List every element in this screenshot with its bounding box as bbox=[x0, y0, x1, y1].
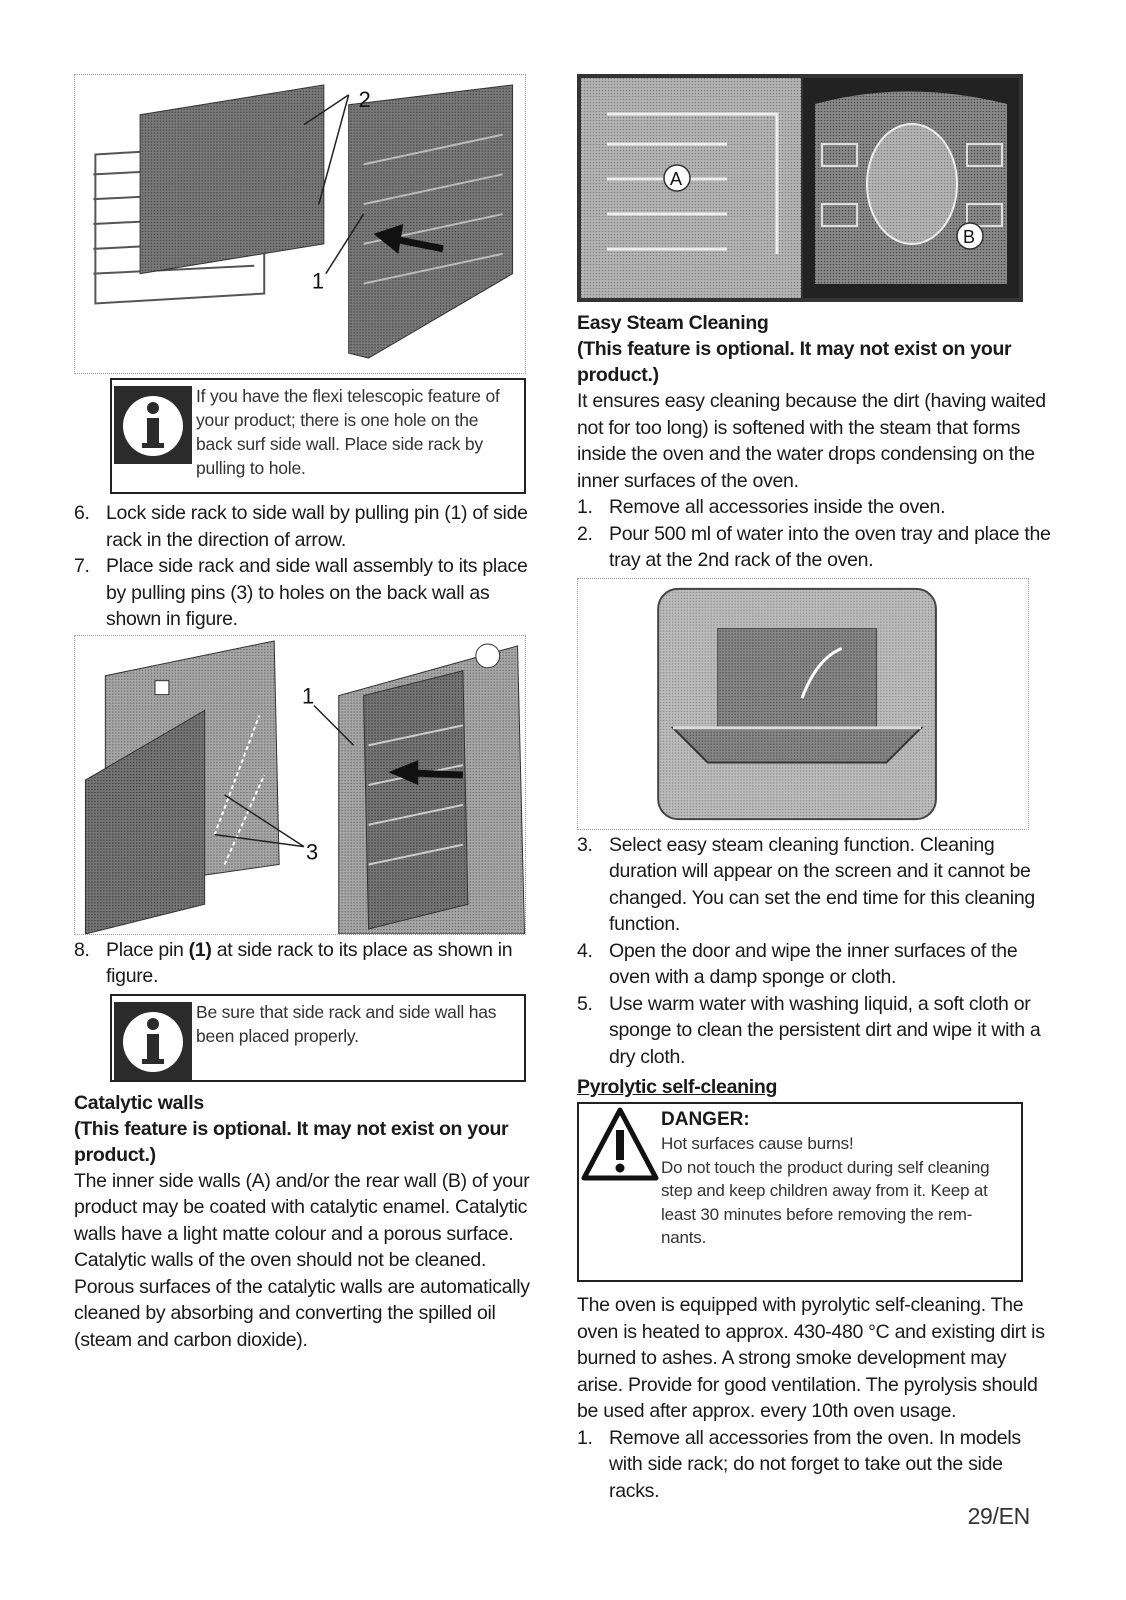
step-bold-part: (1) bbox=[188, 938, 212, 961]
pyrolytic-body: The oven is equipped with pyrolytic self-cleaning. The oven is heated to approx. 430-480 °C and existing dirt is burned to ashes. A strong smoke development may arise. Provide for good ventilation. The pyrolysis should be used after approx. every 10th oven usage. bbox=[577, 1294, 1045, 1422]
steam-optional: (This feature is optional. It may not exist on your product.) bbox=[577, 338, 1012, 386]
callout-1: 1 bbox=[311, 268, 325, 294]
step-number: 3. bbox=[577, 833, 593, 856]
danger-title: DANGER: bbox=[661, 1109, 750, 1130]
step-number: 7. bbox=[74, 555, 90, 577]
oven-tray-figure bbox=[577, 578, 1029, 830]
info-icon bbox=[114, 1002, 192, 1080]
step-text bbox=[106, 937, 544, 990]
callout-1: 1 bbox=[301, 683, 315, 709]
callout-2: 2 bbox=[358, 86, 371, 112]
oven-interior-illustration bbox=[577, 74, 1023, 302]
steam-step-4 bbox=[577, 938, 1053, 991]
step-number: 2. bbox=[577, 522, 593, 545]
step-text-part: at side rack to its place as shown in figure. bbox=[106, 938, 513, 987]
side-rack-illustration-2 bbox=[75, 636, 525, 934]
step-number: 5. bbox=[577, 992, 593, 1015]
side-rack-figure-1 bbox=[74, 74, 526, 374]
page-number: 29/EN bbox=[967, 1503, 1030, 1529]
step-number: 8. bbox=[74, 938, 90, 961]
steam-step-1 bbox=[577, 494, 1053, 521]
info-icon bbox=[114, 386, 192, 464]
steam-steps-1-2 bbox=[577, 494, 1053, 574]
pyro-step-1 bbox=[577, 1425, 1053, 1505]
catalytic-optional: (This feature is optional. It may not exist on your product.) bbox=[74, 1117, 509, 1166]
catalytic-walls-figure bbox=[577, 74, 1023, 302]
oven-tray-illustration bbox=[578, 579, 1028, 829]
side-rack-figure-2 bbox=[74, 635, 526, 935]
step-6 bbox=[74, 500, 544, 553]
steam-body: It ensures easy cleaning because the dirt (having waited not for too long) is softened with the steam that forms inside the oven and the water drops condensing on the inner surfaces of the oven. bbox=[577, 390, 1046, 492]
step-text-part: Place pin bbox=[106, 938, 189, 961]
step-7 bbox=[74, 553, 544, 633]
step-number: 1. bbox=[577, 496, 593, 518]
step-number: 6. bbox=[74, 502, 90, 524]
step-number: 1. bbox=[577, 1426, 593, 1449]
step-text: Place side rack and side wall assembly to its place by pulling pins (3) to holes on the back wall as shown in figure. bbox=[106, 555, 528, 630]
step-text: Pour 500 ml of water into the oven tray and place the tray at the 2nd rack of the oven. bbox=[609, 522, 1051, 571]
steam-heading: Easy Steam Cleaning bbox=[577, 312, 769, 334]
step-number: 4. bbox=[577, 939, 593, 962]
label-b: B bbox=[963, 227, 976, 247]
danger-line-1: Hot surfaces cause burns! bbox=[661, 1134, 854, 1153]
catalytic-heading: Catalytic walls bbox=[74, 1091, 204, 1114]
note-text: If you have the flexi telescopic feature of your product; there is one hole on the back surf side wall. Place side rack by pulling to hole. bbox=[196, 386, 500, 478]
warning-triangle-icon bbox=[581, 1106, 659, 1184]
step-text: Remove all accessories from the oven. In models with side rack; do not forget to take out the side racks. bbox=[609, 1426, 1021, 1502]
steam-step-3 bbox=[577, 832, 1053, 938]
steam-steps-3-5 bbox=[577, 832, 1053, 1071]
step-text: Use warm water with washing liquid, a soft cloth or sponge to clean the persistent dirt and wipe it with a dry cloth. bbox=[609, 992, 1041, 1068]
side-rack-illustration-1 bbox=[75, 75, 525, 373]
step-text: Open the door and wipe the inner surfaces of the oven with a damp sponge or cloth. bbox=[609, 939, 1018, 988]
step-text: Select easy steam cleaning function. Cleaning duration will appear on the screen and it cannot be changed. You can set the end time for this cleaning function. bbox=[609, 833, 1035, 935]
right-column bbox=[577, 74, 1053, 1504]
danger-body bbox=[659, 1104, 1021, 1280]
step-text: Remove all accessories inside the oven. bbox=[609, 496, 946, 518]
info-note-placed bbox=[110, 994, 526, 1082]
step-text: Lock side rack to side wall by pulling pin (1) of side rack in the direction of arrow. bbox=[106, 502, 528, 551]
steps-6-7 bbox=[74, 500, 544, 633]
steam-step-5 bbox=[577, 991, 1053, 1071]
catalytic-body: The inner side walls (A) and/or the rear wall (B) of your product may be coated with catalytic enamel. Catalytic walls have a light matte colour and a porous surface. Catalytic walls of the oven should not be cleaned. Porous surfaces of the catalytic walls are automatically cleaned by absorbing and converting the spilled oil (steam and carbon dioxide). bbox=[74, 1169, 530, 1351]
danger-line-2: Do not touch the product during self cleaning step and keep children away from it. Keep at least 30 minutes before removing the rem- nants. bbox=[661, 1157, 990, 1247]
left-column bbox=[74, 74, 544, 1353]
danger-warning bbox=[577, 1102, 1023, 1282]
note-text: Be sure that side rack and side wall has been placed properly. bbox=[196, 1001, 497, 1046]
steam-step-2 bbox=[577, 521, 1053, 574]
label-a: A bbox=[670, 169, 683, 189]
info-note-flexi bbox=[110, 378, 526, 494]
pyrolytic-heading: Pyrolytic self-cleaning bbox=[577, 1076, 778, 1098]
callout-3: 3 bbox=[305, 839, 319, 864]
step-8 bbox=[74, 937, 544, 990]
